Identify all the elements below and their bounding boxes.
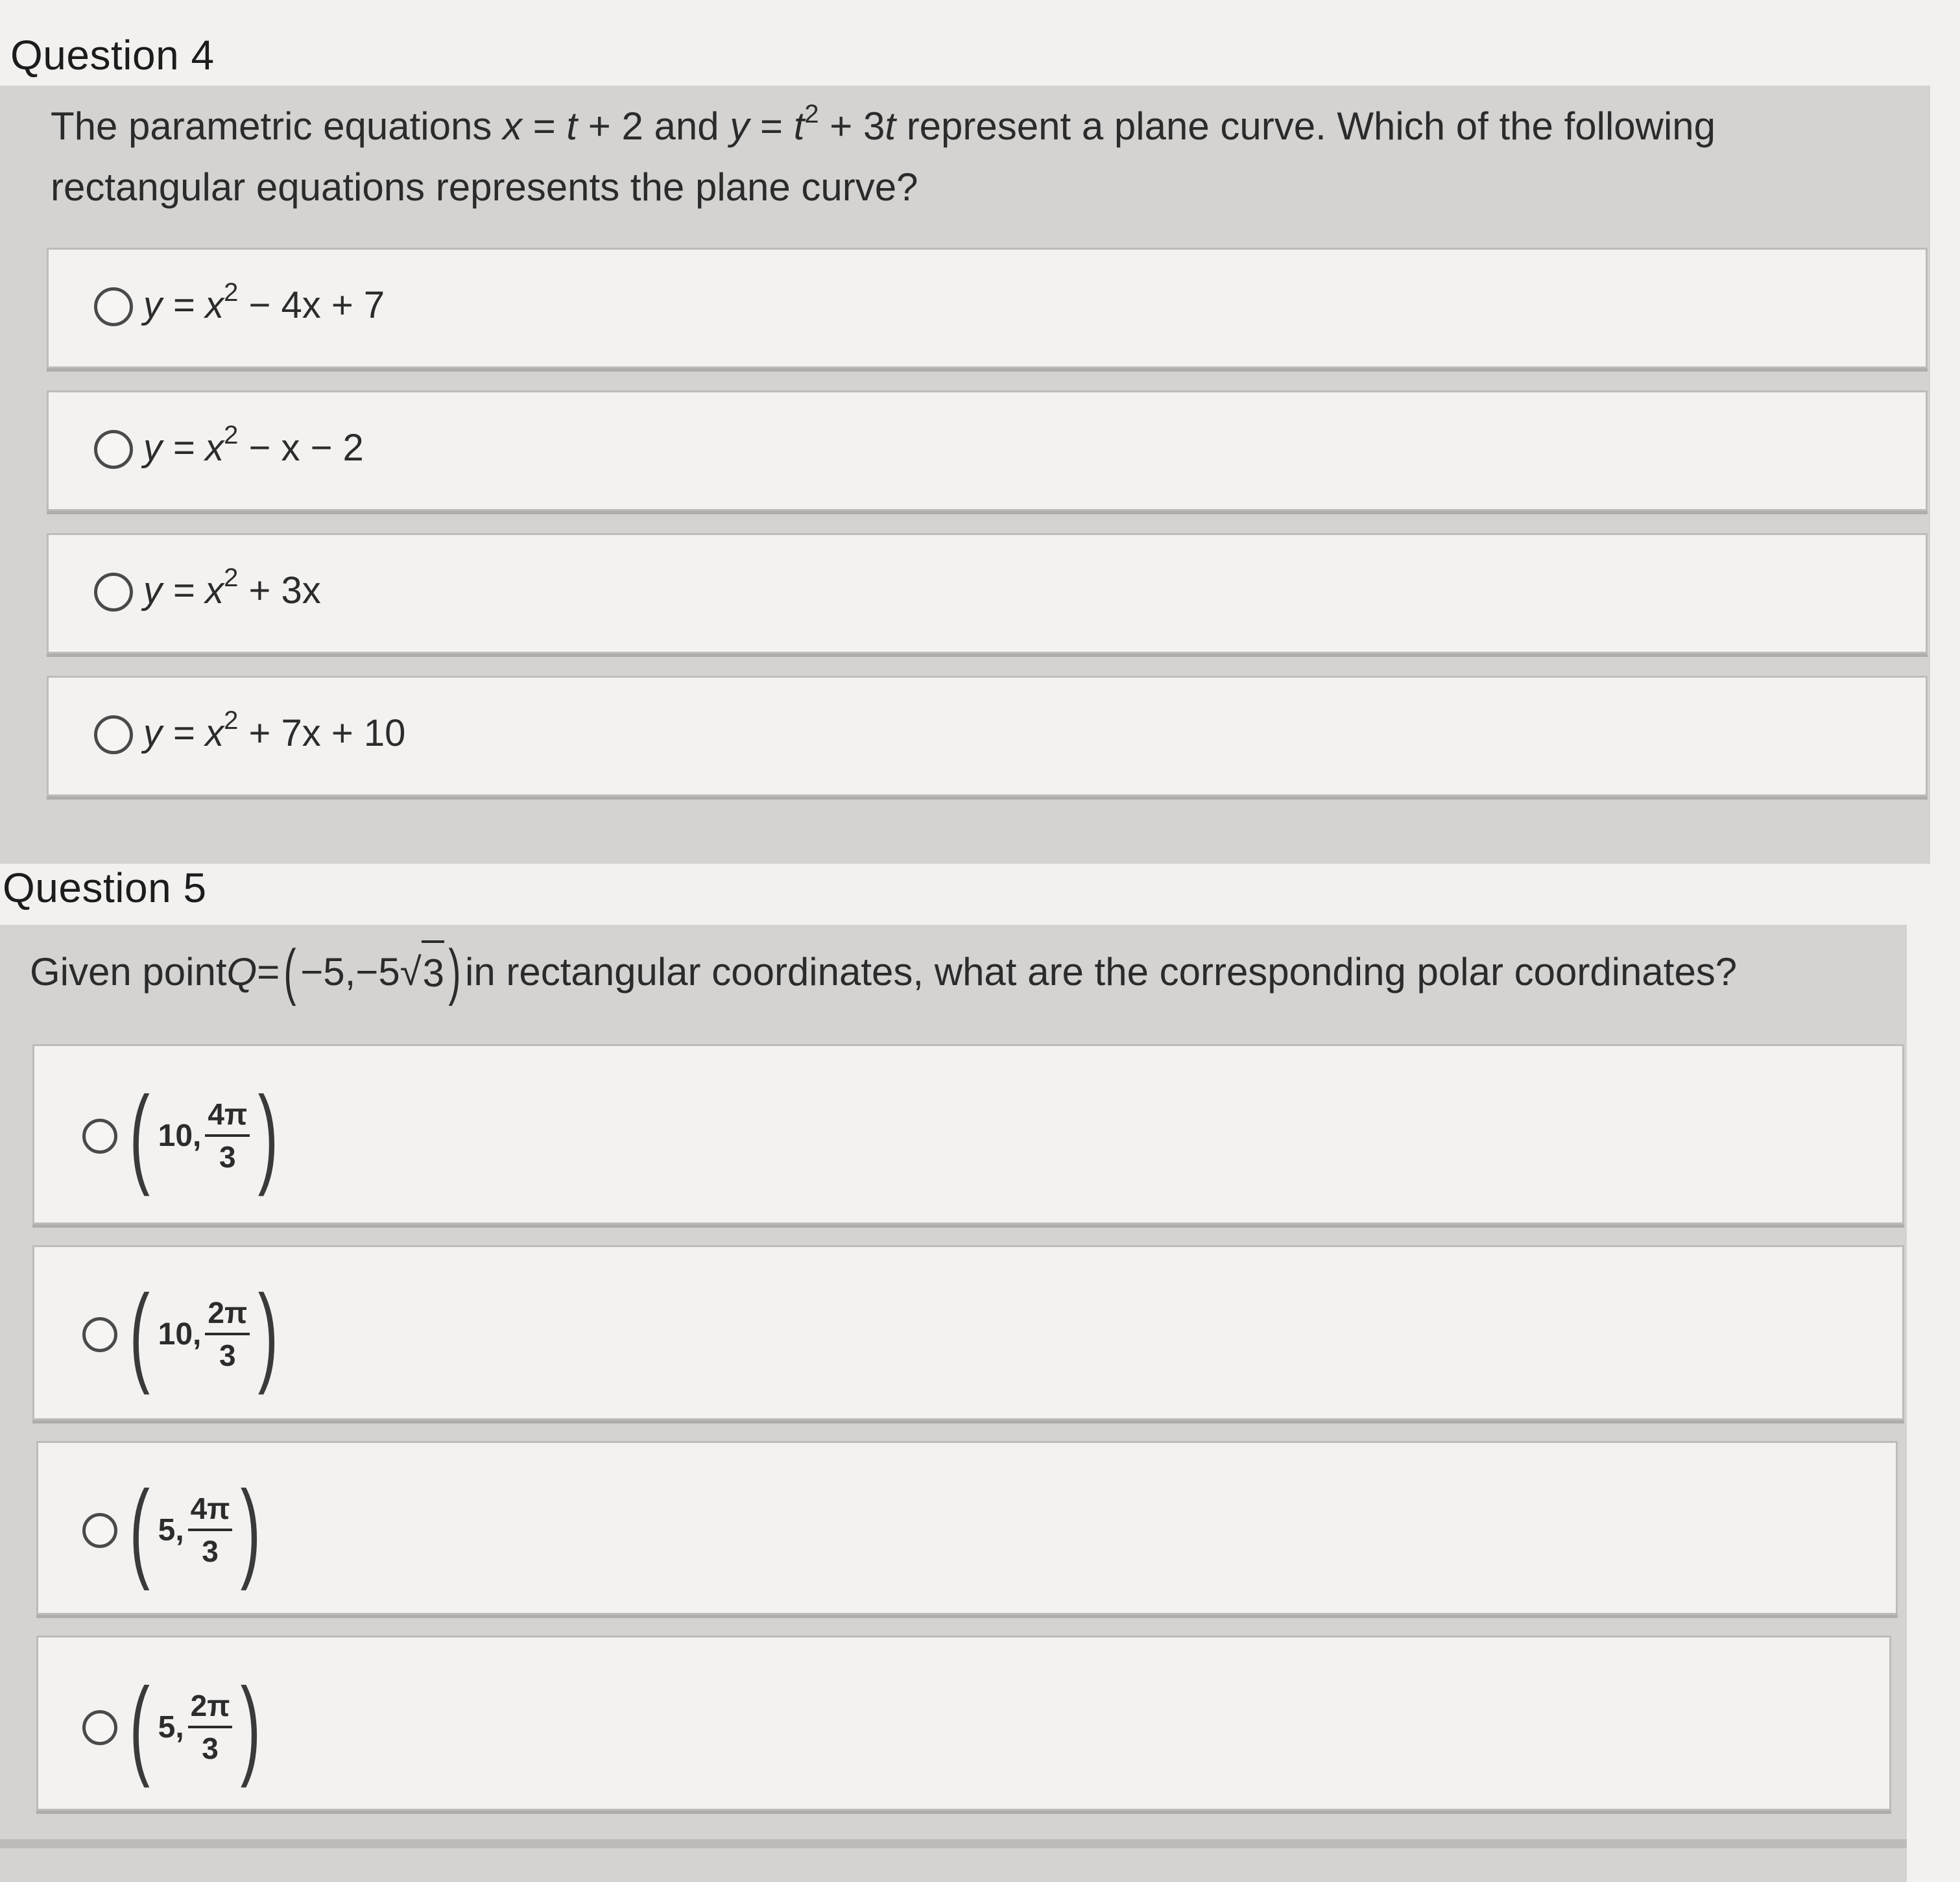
question-4-option-2[interactable]	[47, 390, 1928, 511]
angle-fraction: $\frac{2\pi}{3}$	[188, 1688, 233, 1766]
bottom-divider	[0, 1839, 1907, 1848]
option-polar-coordinates: ( 10, $\frac{2\pi}{3}$ )	[129, 1272, 279, 1396]
angle-fraction: $\frac{2\pi}{3}$	[205, 1295, 250, 1373]
radio-button[interactable]	[82, 1317, 117, 1352]
question-4-prompt	[51, 96, 1931, 218]
option-polar-coordinates: ( 10, $\frac{4\pi}{3}$ )	[129, 1074, 279, 1197]
radio-button[interactable]	[82, 1119, 117, 1154]
option-polar-coordinates: ( 5, $\frac{2\pi}{3}$ )	[129, 1665, 261, 1789]
radio-button[interactable]	[82, 1710, 117, 1745]
radio-button[interactable]	[94, 430, 133, 469]
radio-button[interactable]	[94, 573, 133, 612]
question-5-prompt: Given point Q = ( −5,−5 √ 3 ) in rectangular coordinates, what are the corresponding polar coordinates?	[30, 937, 1738, 1007]
option-text: $y = x^2 + 7x + 10$	[143, 706, 406, 754]
option-text: $y = x^2 + 3x$	[143, 564, 321, 612]
question-4-heading: Question 4	[10, 32, 215, 78]
question-5-option-3[interactable]	[36, 1441, 1898, 1615]
question-4-option-4[interactable]	[47, 676, 1928, 796]
option-polar-coordinates: ( 5, $\frac{4\pi}{3}$ )	[129, 1468, 261, 1591]
radio-button[interactable]	[82, 1513, 117, 1548]
question-4-prompt-line-2: rectangular equations represents the plane curve?	[51, 165, 918, 209]
angle-fraction: $\frac{4\pi}{3}$	[188, 1491, 233, 1569]
radio-button[interactable]	[94, 715, 133, 754]
angle-fraction: $\frac{4\pi}{3}$	[205, 1097, 250, 1174]
question-4-option-1[interactable]	[47, 248, 1928, 368]
question-4-prompt-line-1: The parametric equations x = t + 2 and $y = t^2 + 3t$ represent a plane curve. Which of the following	[51, 100, 1716, 148]
question-5-heading: Question 5	[3, 864, 207, 911]
question-5-option-2[interactable]	[32, 1245, 1904, 1420]
question-5-option-4[interactable]	[36, 1636, 1891, 1811]
question-5-option-1[interactable]	[32, 1044, 1904, 1224]
question-4-option-3[interactable]	[47, 533, 1928, 654]
radio-button[interactable]	[94, 287, 133, 326]
option-text: $y = x^2 - x - 2$	[143, 421, 364, 469]
option-text: $y = x^2 - 4x + 7$	[143, 278, 385, 326]
